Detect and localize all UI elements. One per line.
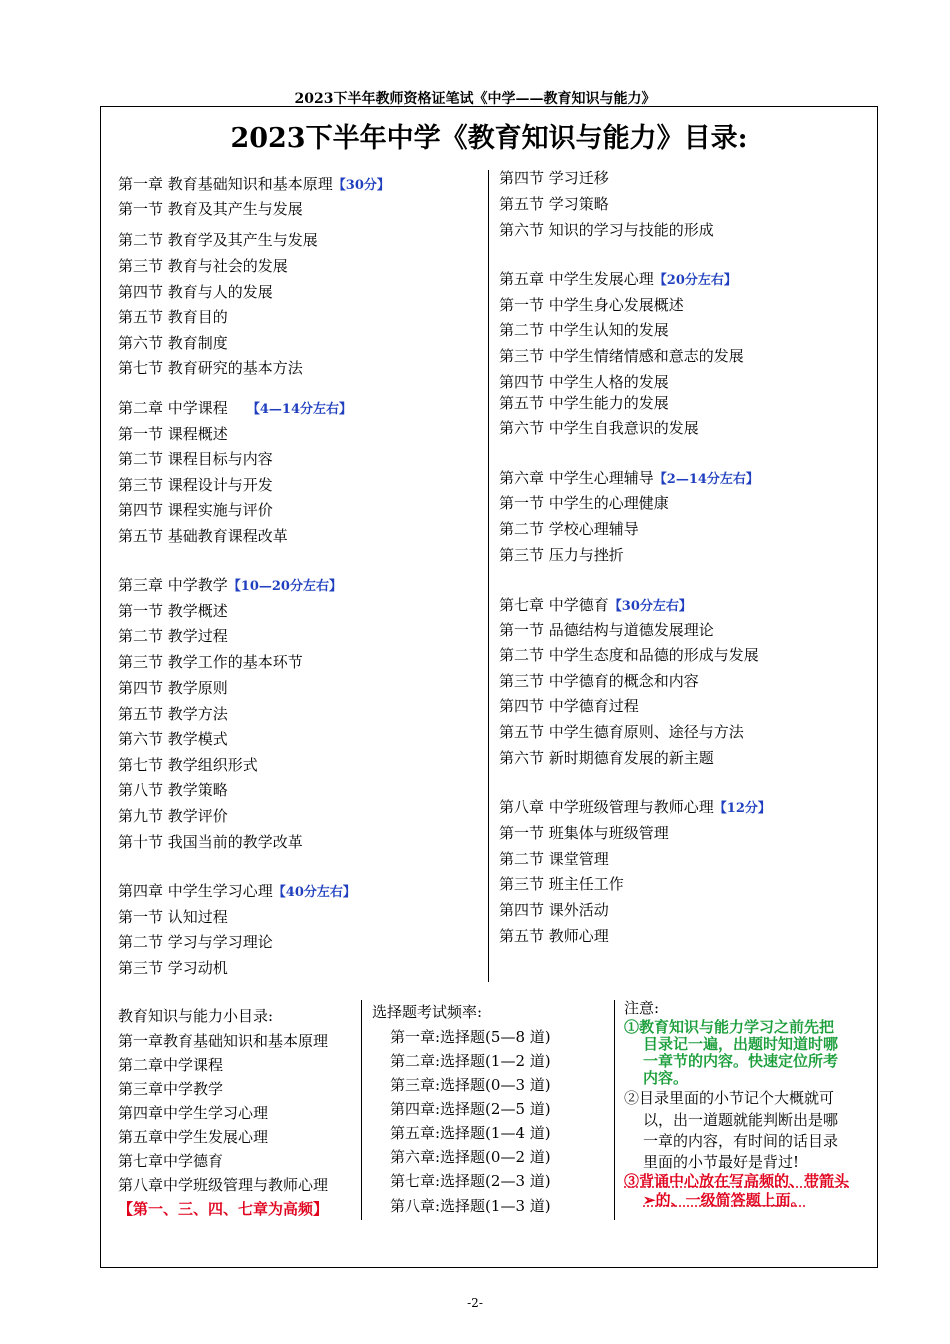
- toc-line: 第二节 教学过程: [118, 627, 228, 645]
- toc-line: 第五节 教师心理: [499, 927, 609, 945]
- toc-line: 第一节 教育及其产生与发展: [118, 200, 303, 218]
- mini-toc-item: 第五章中学生发展心理: [118, 1128, 269, 1146]
- toc-line: 第三节 学习动机: [118, 959, 228, 977]
- toc-line: 第六节 教学模式: [118, 730, 228, 748]
- frequency-item: 第三章:选择题(0—3 道): [390, 1076, 551, 1094]
- bottom-divider-1: [361, 1000, 362, 1220]
- frequency-item: 第四章:选择题(2—5 道): [390, 1100, 551, 1118]
- toc-line: 第一章 教育基础知识和基本原理【30分】: [118, 175, 390, 193]
- frequency-item: 第七章:选择题(2—3 道): [390, 1172, 551, 1190]
- toc-line: 第五节 教学方法: [118, 705, 228, 723]
- toc-line: 第四节 课外活动: [499, 901, 609, 919]
- notes-heading: 注意:: [624, 999, 660, 1017]
- frequency-item: 第一章:选择题(5—8 道): [390, 1028, 551, 1046]
- note-2-line: 以，出一道题就能判断出是哪: [643, 1111, 839, 1129]
- toc-line: 第二节 中学生认知的发展: [499, 321, 669, 339]
- note-1-line: 一章节的内容。快速定位所考: [643, 1052, 839, 1070]
- toc-line: 第六节 新时期德育发展的新主题: [499, 749, 714, 767]
- toc-line: 第五节 学习策略: [499, 195, 609, 213]
- toc-line: 第六节 中学生自我意识的发展: [499, 419, 699, 437]
- toc-line: 第一节 教学概述: [118, 602, 228, 620]
- toc-line: 第三节 课程设计与开发: [118, 476, 273, 494]
- frequency-item: 第二章:选择题(1—2 道): [390, 1052, 551, 1070]
- toc-line: 第一节 品德结构与道德发展理论: [499, 621, 714, 639]
- note-1-line: 目录记一遍，出题时知道时哪: [643, 1035, 839, 1053]
- frequency-item: 第六章:选择题(0—2 道): [390, 1148, 551, 1166]
- note-2-line: ②目录里面的小节记个大概就可: [624, 1089, 835, 1107]
- note-1-line: ①教育知识与能力学习之前先把: [624, 1018, 835, 1036]
- toc-line: 第二节 学校心理辅导: [499, 520, 639, 538]
- toc-line: 第四节 课程实施与评价: [118, 501, 273, 519]
- high-frequency-note: 【第一、三、四、七章为高频】: [118, 1200, 329, 1218]
- toc-line: 第四节 中学德育过程: [499, 697, 639, 715]
- mini-toc-item: 第四章中学生学习心理: [118, 1104, 269, 1122]
- column-divider: [488, 170, 489, 982]
- mini-toc-item: 第七章中学德育: [118, 1152, 224, 1170]
- toc-line: 第三章 中学教学【10—20分左右】: [118, 576, 342, 594]
- toc-line: 第一节 认知过程: [118, 908, 228, 926]
- page-title: 2023下半年中学《教育知识与能力》目录:: [230, 123, 748, 154]
- toc-line: 第三节 班主任工作: [499, 875, 624, 893]
- toc-line: 第五节 中学生德育原则、途径与方法: [499, 723, 744, 741]
- frequency-item: 第五章:选择题(1—4 道): [390, 1124, 551, 1142]
- toc-line: 第三节 中学德育的概念和内容: [499, 672, 699, 690]
- mini-toc-heading: 教育知识与能力小目录:: [118, 1007, 274, 1025]
- toc-line: 第四节 中学生人格的发展: [499, 373, 669, 391]
- toc-line: 第二章 中学课程 【4—14分左右】: [118, 399, 352, 417]
- mini-toc-item: 第八章中学班级管理与教师心理: [118, 1176, 329, 1194]
- toc-line: 第四节 教学原则: [118, 679, 228, 697]
- toc-line: 第十节 我国当前的教学改革: [118, 833, 303, 851]
- toc-line: 第二节 教育学及其产生与发展: [118, 231, 318, 249]
- note-3-line: ③背诵中心放在写高频的、带箭头: [624, 1172, 850, 1190]
- toc-line: 第七节 教育研究的基本方法: [118, 359, 303, 377]
- toc-line: 第六节 教育制度: [118, 334, 228, 352]
- toc-line: 第一节 中学生的心理健康: [499, 494, 669, 512]
- mini-toc-item: 第一章教育基础知识和基本原理: [118, 1032, 329, 1050]
- note-2-line: 里面的小节最好是背过!: [643, 1153, 800, 1171]
- toc-line: 第三节 教学工作的基本环节: [118, 653, 303, 671]
- toc-line: 第二节 中学生态度和品德的形成与发展: [499, 646, 759, 664]
- mini-toc-item: 第三章中学教学: [118, 1080, 224, 1098]
- toc-line: 第一节 班集体与班级管理: [499, 824, 669, 842]
- toc-line: 第四章 中学生学习心理【40分左右】: [118, 882, 356, 900]
- toc-line: 第一节 课程概述: [118, 425, 228, 443]
- frequency-heading: 选择题考试频率:: [372, 1003, 483, 1021]
- mini-toc-item: 第二章中学课程: [118, 1056, 224, 1074]
- toc-line: 第六章 中学生心理辅导【2—14分左右】: [499, 469, 759, 487]
- toc-line: 第八章 中学班级管理与教师心理【12分】: [499, 798, 771, 816]
- toc-line: 第四节 教育与人的发展: [118, 283, 273, 301]
- toc-line: 第三节 中学生情绪情感和意志的发展: [499, 347, 744, 365]
- toc-line: 第五章 中学生发展心理【20分左右】: [499, 270, 737, 288]
- note-3-line: ➢的、一级简答题上面。: [643, 1191, 806, 1209]
- note-1-line: 内容。: [643, 1069, 689, 1087]
- page-header: 2023下半年教师资格证笔试《中学——教育知识与能力》: [294, 91, 656, 107]
- toc-line: 第七节 教学组织形式: [118, 756, 258, 774]
- frequency-item: 第八章:选择题(1—3 道): [390, 1197, 551, 1215]
- toc-line: 第五节 基础教育课程改革: [118, 527, 288, 545]
- toc-line: 第二节 课程目标与内容: [118, 450, 273, 468]
- toc-line: 第九节 教学评价: [118, 807, 228, 825]
- toc-line: 第六节 知识的学习与技能的形成: [499, 221, 714, 239]
- toc-line: 第七章 中学德育【30分左右】: [499, 596, 692, 614]
- toc-line: 第三节 压力与挫折: [499, 546, 624, 564]
- toc-line: 第五节 中学生能力的发展: [499, 394, 669, 412]
- note-2-line: 一章的内容，有时间的话目录: [643, 1132, 839, 1150]
- toc-line: 第三节 教育与社会的发展: [118, 257, 288, 275]
- page-number: -2-: [467, 1296, 483, 1310]
- toc-line: 第八节 教学策略: [118, 781, 228, 799]
- toc-line: 第四节 学习迁移: [499, 169, 609, 187]
- toc-line: 第二节 课堂管理: [499, 850, 609, 868]
- toc-line: 第二节 学习与学习理论: [118, 933, 273, 951]
- toc-line: 第五节 教育目的: [118, 308, 228, 326]
- bottom-divider-2: [614, 1000, 615, 1220]
- toc-line: 第一节 中学生身心发展概述: [499, 296, 684, 314]
